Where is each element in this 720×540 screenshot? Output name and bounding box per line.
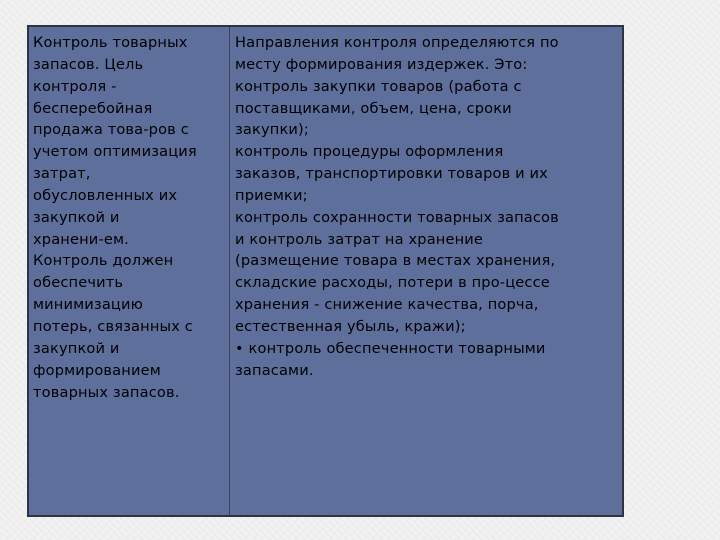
left-column-line: товарных запасов. xyxy=(33,383,180,401)
right-column-line: приемки; xyxy=(235,186,308,204)
right-column-line: запасами. xyxy=(235,361,314,379)
right-column-line: и контроль затрат на хранение xyxy=(235,230,484,248)
left-column-line: хранени-ем. xyxy=(33,230,129,248)
right-column-cell xyxy=(230,27,622,515)
right-column-line: хранения - снижение качества, порча, xyxy=(235,296,539,314)
right-column-line: естественная убыль, кражи); xyxy=(235,317,466,335)
left-column-line: обеспечить xyxy=(33,274,124,292)
left-column-line: формированием xyxy=(33,361,161,379)
right-column-line: поставщиками, объем, цена, сроки xyxy=(235,99,512,117)
right-column-line: складские расходы, потери в про-цессе xyxy=(235,274,550,292)
right-column-line: контроль закупки товаров (работа с xyxy=(235,77,522,95)
left-column-line: Контроль товарных xyxy=(33,34,188,51)
right-column-line: заказов, транспортировки товаров и их xyxy=(235,165,548,183)
left-column-line: обусловленных их xyxy=(33,186,178,204)
left-column-line: потерь, связанных с xyxy=(33,317,193,335)
right-column-line: (размещение товара в местах хранения, xyxy=(235,252,556,270)
right-column-line: контроль процедуры оформления xyxy=(235,143,504,161)
left-column-line: контроля - xyxy=(33,77,117,95)
left-column-line: бесперебойная xyxy=(33,99,153,117)
left-column-line: закупкой и xyxy=(33,339,120,357)
content-table xyxy=(27,25,624,517)
right-column-line: контроль сохранности товарных запасов xyxy=(235,208,559,226)
left-column-line: учетом оптимизация xyxy=(33,143,197,161)
left-column-line: запасов. Цель xyxy=(33,55,144,73)
left-column-cell xyxy=(29,27,230,515)
left-column-line: продажа това-ров с xyxy=(33,121,189,139)
right-column-line: Направления контроля определяются по xyxy=(235,34,559,51)
left-column-line: закупкой и xyxy=(33,208,120,226)
right-column-line: месту формирования издержек. Это: xyxy=(235,55,528,73)
right-column-line: закупки); xyxy=(235,121,309,139)
left-column-line: Контроль должен xyxy=(33,252,174,270)
right-column-line: • контроль обеспеченности товарными xyxy=(235,339,546,357)
left-column-line: затрат, xyxy=(33,165,91,183)
left-column-line: минимизацию xyxy=(33,296,144,314)
